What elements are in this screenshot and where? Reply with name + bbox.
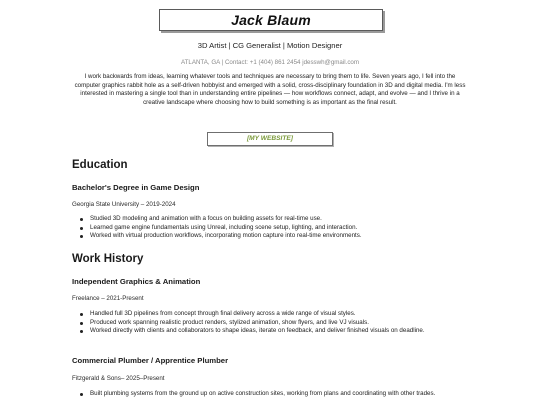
person-name: Jack Blaum: [231, 12, 311, 28]
bullet-dot-icon: [80, 313, 83, 316]
job-bullets: [72, 390, 468, 399]
job-bullets: [72, 310, 468, 336]
bullet-dot-icon: [80, 218, 83, 221]
bullet-dot-icon: [80, 322, 83, 325]
list-item: Built plumbing systems from the ground up on active construction sites, working from plans and coordinating with other trades.: [90, 390, 468, 399]
education-bullets: [72, 215, 468, 241]
job-title: Commercial Plumber / Apprentice Plumber: [72, 356, 229, 365]
bullet-dot-icon: [80, 227, 83, 230]
list-item: Handled full 3D pipelines from concept through final delivery across a wide range of visual styles.: [90, 310, 468, 319]
job-meta: Freelance – 2021-Present: [72, 295, 144, 302]
bullet-dot-icon: [80, 235, 83, 238]
contact-line: ATLANTA, GA | Contact: +1 (404) 861 2454 jdesswh@gmail.com: [180, 59, 360, 66]
list-item: Studied 3D modeling and animation with a focus on building assets for real-time use.: [90, 215, 468, 224]
education-heading: Education: [72, 159, 128, 171]
work-history-heading: Work History: [72, 253, 144, 265]
school-line: Georgia State University – 2019-2024: [72, 201, 176, 208]
job-titles: 3D Artist | CG Generalist | Motion Designer: [197, 41, 343, 50]
degree-title: Bachelor's Degree in Game Design: [72, 183, 200, 192]
job-meta: Fitzgerald & Sons– 2025–Present: [72, 375, 165, 382]
website-link-button[interactable]: [MY WEBSITE]: [207, 132, 333, 146]
job-title: Independent Graphics & Animation: [72, 277, 201, 286]
list-item: Worked directly with clients and collaborators to shape ideas, iterate on feedback, and deliver finished visuals on deadline.: [90, 327, 468, 336]
list-item: Produced work spanning realistic product renders, stylized animation, show flyers, and live VJ visuals.: [90, 319, 468, 328]
list-item: Worked with virtual production workflows, incorporating motion capture into real-time environments.: [90, 232, 468, 241]
bio-paragraph: I work backwards from ideas, learning whatever tools and techniques are necessary to bring them to life. Seven years ago, I fell into the computer graphics rabbit hole as a self-driven hobbyist and emerged with a solid, cross-disciplinary foundation in 3D and digital media. I'm less interested in mastering a single tool than in understanding entire pipelines — how workflows connect, adapt, and evolve — and I thrive in a creative landscape where choosing how to build something is as important as the final result.: [74, 73, 466, 107]
bullet-dot-icon: [80, 330, 83, 333]
list-item: Learned game engine fundamentals using Unreal, including scene setup, lighting, and interaction.: [90, 224, 468, 233]
bullet-dot-icon: [80, 393, 83, 396]
name-header-box: [159, 9, 383, 31]
